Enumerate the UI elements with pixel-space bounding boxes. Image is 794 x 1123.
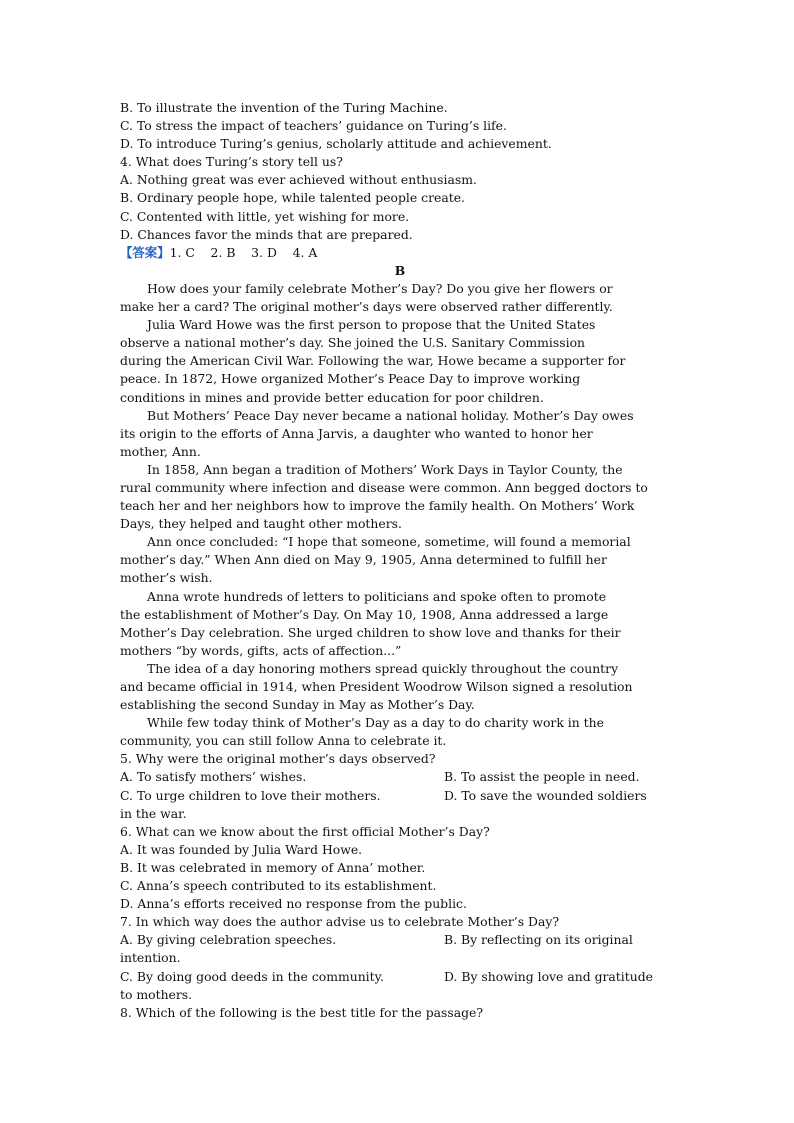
passage-line: the establishment of Mother’s Day. On May 10, 1908, Anna addressed a large (120, 606, 609, 622)
option-row (120, 931, 680, 949)
section-title: B (394, 262, 406, 278)
paragraph (120, 714, 680, 750)
passage-line: Ann once concluded: “I hope that someone, sometime, will found a memorial (147, 534, 631, 550)
answer-text: 1. C 2. B 3. D 4. A (169, 244, 318, 260)
passage (120, 280, 680, 750)
option-line: D. Anna’s efforts received no response from the public. (120, 896, 467, 912)
passage-line: The idea of a day honoring mothers spread quickly throughout the country (147, 660, 619, 676)
option-d: D. By showing love and gratitude (444, 968, 653, 984)
option-b: B. By reflecting on its original (444, 932, 633, 948)
passage-line: But Mothers’ Peace Day never became a national holiday. Mother’s Day owes (147, 407, 634, 423)
option-c: C. By doing good deeds in the community. (120, 968, 384, 984)
option-line: B. It was celebrated in memory of Anna’ mother. (120, 859, 426, 875)
option-line: C. Anna’s speech contributed to its establishment. (120, 878, 437, 894)
passage-line: rural community where infection and disease were common. Ann begged doctors to (120, 479, 648, 495)
option-d: D. To save the wounded soldiers (444, 787, 647, 803)
question-5 (120, 750, 680, 822)
option-a: A. To satisfy mothers’ wishes. (120, 769, 307, 785)
passage-line: establishing the second Sunday in May as Mother’s Day. (120, 697, 475, 713)
passage-line: mother’s wish. (120, 570, 213, 586)
question-7 (120, 913, 680, 1003)
passage-line: conditions in mines and provide better education for poor children. (120, 389, 544, 405)
option-line: B. To illustrate the invention of the Turing Machine. (120, 100, 448, 115)
question-8 (120, 1004, 680, 1022)
passage-line: mother’s day.” When Ann died on May 9, 1905, Anna determined to fulfill her (120, 552, 607, 568)
passage-line: its origin to the efforts of Anna Jarvis, a daughter who wanted to honor her (120, 425, 593, 441)
paragraph (120, 533, 680, 587)
passage-line: observe a national mother’s day. She joined the U.S. Sanitary Commission (120, 335, 586, 351)
option-continuation: to mothers. (120, 986, 193, 1002)
passage-line: peace. In 1872, Howe organized Mother’s Peace Day to improve working (120, 371, 581, 387)
answer-tag: 【答案】 (120, 244, 170, 260)
question-text: 7. In which way does the author advise us to celebrate Mother’s Day? (120, 914, 560, 930)
passage-line: and became official in 1914, when President Woodrow Wilson signed a resolution (120, 679, 633, 694)
passage-line: during the American Civil War. Following the war, Howe became a supporter for (120, 353, 626, 369)
option-line: D. Chances favor the minds that are prepared. (120, 226, 413, 242)
question-3-options (120, 99, 680, 153)
option-c: C. To urge children to love their mothers. (120, 787, 381, 803)
document-content (120, 99, 680, 1022)
option-row (120, 968, 680, 986)
passage-line: While few today think of Mother’s Day as a day to do charity work in the (147, 715, 604, 731)
answer-key (120, 244, 680, 262)
paragraph (120, 316, 680, 406)
passage-line: Days, they helped and taught other mothers. (120, 516, 402, 532)
passage-line: mothers “by words, gifts, acts of affection...” (120, 642, 402, 658)
paragraph (120, 461, 680, 533)
passage-line: make her a card? The original mother’s days were observed rather differently. (120, 299, 613, 315)
option-line: A. Nothing great was ever achieved without enthusiasm. (120, 172, 477, 188)
question-text: 6. What can we know about the first official Mother’s Day? (120, 823, 490, 839)
question-text: 5. Why were the original mother’s days observed? (120, 751, 436, 767)
option-line: D. To introduce Turing’s genius, scholarly attitude and achievement. (120, 136, 552, 152)
paragraph (120, 407, 680, 461)
question-text: 8. Which of the following is the best title for the passage? (120, 1004, 484, 1020)
passage-line: How does your family celebrate Mother’s Day? Do you give her flowers or (147, 280, 613, 296)
question-4 (120, 153, 680, 243)
passage-line: Julia Ward Howe was the first person to propose that the United States (147, 317, 596, 333)
paragraph (120, 280, 680, 316)
option-continuation: in the war. (120, 805, 187, 821)
option-row (120, 768, 680, 786)
passage-line: teach her and her neighbors how to improve the family health. On Mothers’ Work (120, 498, 635, 514)
option-line: A. It was founded by Julia Ward Howe. (120, 841, 363, 857)
option-line: C. Contented with little, yet wishing for more. (120, 208, 410, 224)
question-6 (120, 823, 680, 913)
passage-line: mother, Ann. (120, 443, 201, 459)
option-b: B. To assist the people in need. (444, 769, 640, 785)
question-text: 4. What does Turing’s story tell us? (120, 154, 343, 170)
option-continuation: intention. (120, 950, 181, 966)
option-row (120, 787, 680, 805)
option-a: A. By giving celebration speeches. (120, 932, 337, 948)
option-line: C. To stress the impact of teachers’ guidance on Turing’s life. (120, 118, 507, 134)
passage-line: Mother’s Day celebration. She urged children to show love and thanks for their (120, 624, 621, 640)
paragraph (120, 660, 680, 714)
option-line: B. Ordinary people hope, while talented people create. (120, 190, 465, 206)
passage-line: community, you can still follow Anna to celebrate it. (120, 733, 447, 749)
passage-line: In 1858, Ann began a tradition of Mothers’ Work Days in Taylor County, the (147, 461, 623, 477)
passage-line: Anna wrote hundreds of letters to politicians and spoke often to promote (147, 588, 607, 604)
paragraph (120, 588, 680, 660)
